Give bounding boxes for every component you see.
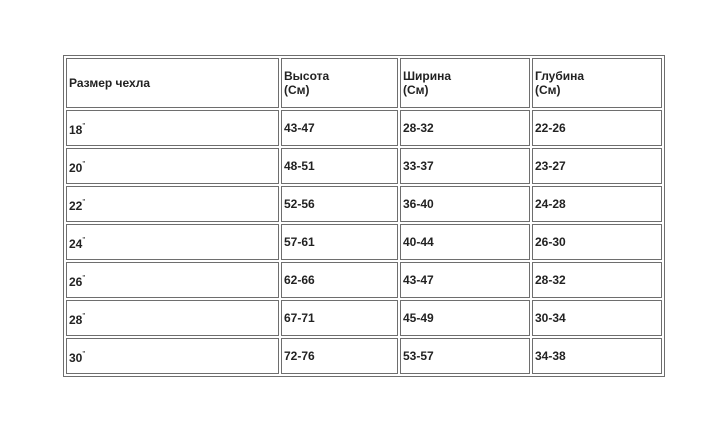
header-cell-height xyxy=(281,58,398,108)
depth-cell: 30-34 xyxy=(532,300,662,336)
size-cell xyxy=(66,148,279,184)
width-cell: 53-57 xyxy=(400,338,530,374)
header-depth-label: Глубина xyxy=(535,69,585,83)
table-row xyxy=(66,262,662,298)
size-chart-body xyxy=(66,58,662,374)
height-cell: 67-71 xyxy=(281,300,398,336)
header-width-label: Ширина xyxy=(403,69,452,83)
table-row xyxy=(66,148,662,184)
size-value: 22 xyxy=(69,198,83,213)
size-value: 30 xyxy=(69,350,83,365)
height-cell: 72-76 xyxy=(281,338,398,374)
inch-mark: '' xyxy=(82,121,86,131)
height-cell: 52-56 xyxy=(281,186,398,222)
width-cell: 36-40 xyxy=(400,186,530,222)
width-cell: 40-44 xyxy=(400,224,530,260)
depth-cell: 22-26 xyxy=(532,110,662,146)
size-value: 26 xyxy=(69,274,83,289)
header-size-label: Размер чехла xyxy=(69,76,150,90)
size-cell xyxy=(66,338,279,374)
width-cell: 43-47 xyxy=(400,262,530,298)
table-row xyxy=(66,338,662,374)
depth-cell: 34-38 xyxy=(532,338,662,374)
table-header-row xyxy=(66,58,662,108)
header-cell-depth xyxy=(532,58,662,108)
width-cell: 33-37 xyxy=(400,148,530,184)
size-value: 24 xyxy=(69,236,83,251)
height-cell: 43-47 xyxy=(281,110,398,146)
size-value: 20 xyxy=(69,160,83,175)
height-cell: 48-51 xyxy=(281,148,398,184)
width-cell: 28-32 xyxy=(400,110,530,146)
header-depth-unit: (См) xyxy=(535,83,561,97)
table-row xyxy=(66,224,662,260)
inch-mark: '' xyxy=(82,159,86,169)
header-width-unit: (См) xyxy=(403,83,429,97)
width-cell: 45-49 xyxy=(400,300,530,336)
header-cell-width xyxy=(400,58,530,108)
height-cell: 57-61 xyxy=(281,224,398,260)
inch-mark: '' xyxy=(82,311,86,321)
size-chart-table xyxy=(63,55,665,377)
header-height-label: Высота xyxy=(284,69,330,83)
inch-mark: '' xyxy=(82,235,86,245)
depth-cell: 26-30 xyxy=(532,224,662,260)
depth-cell: 28-32 xyxy=(532,262,662,298)
inch-mark: '' xyxy=(82,349,86,359)
depth-cell: 23-27 xyxy=(532,148,662,184)
inch-mark: '' xyxy=(82,273,86,283)
size-cell xyxy=(66,186,279,222)
size-cell xyxy=(66,224,279,260)
inch-mark: '' xyxy=(82,197,86,207)
size-cell xyxy=(66,262,279,298)
header-cell-size xyxy=(66,58,279,108)
size-cell xyxy=(66,110,279,146)
height-cell: 62-66 xyxy=(281,262,398,298)
size-cell xyxy=(66,300,279,336)
size-value: 28 xyxy=(69,312,83,327)
depth-cell: 24-28 xyxy=(532,186,662,222)
table-row xyxy=(66,110,662,146)
table-row xyxy=(66,186,662,222)
table-row xyxy=(66,300,662,336)
size-value: 18 xyxy=(69,122,83,137)
header-height-unit: (См) xyxy=(284,83,310,97)
